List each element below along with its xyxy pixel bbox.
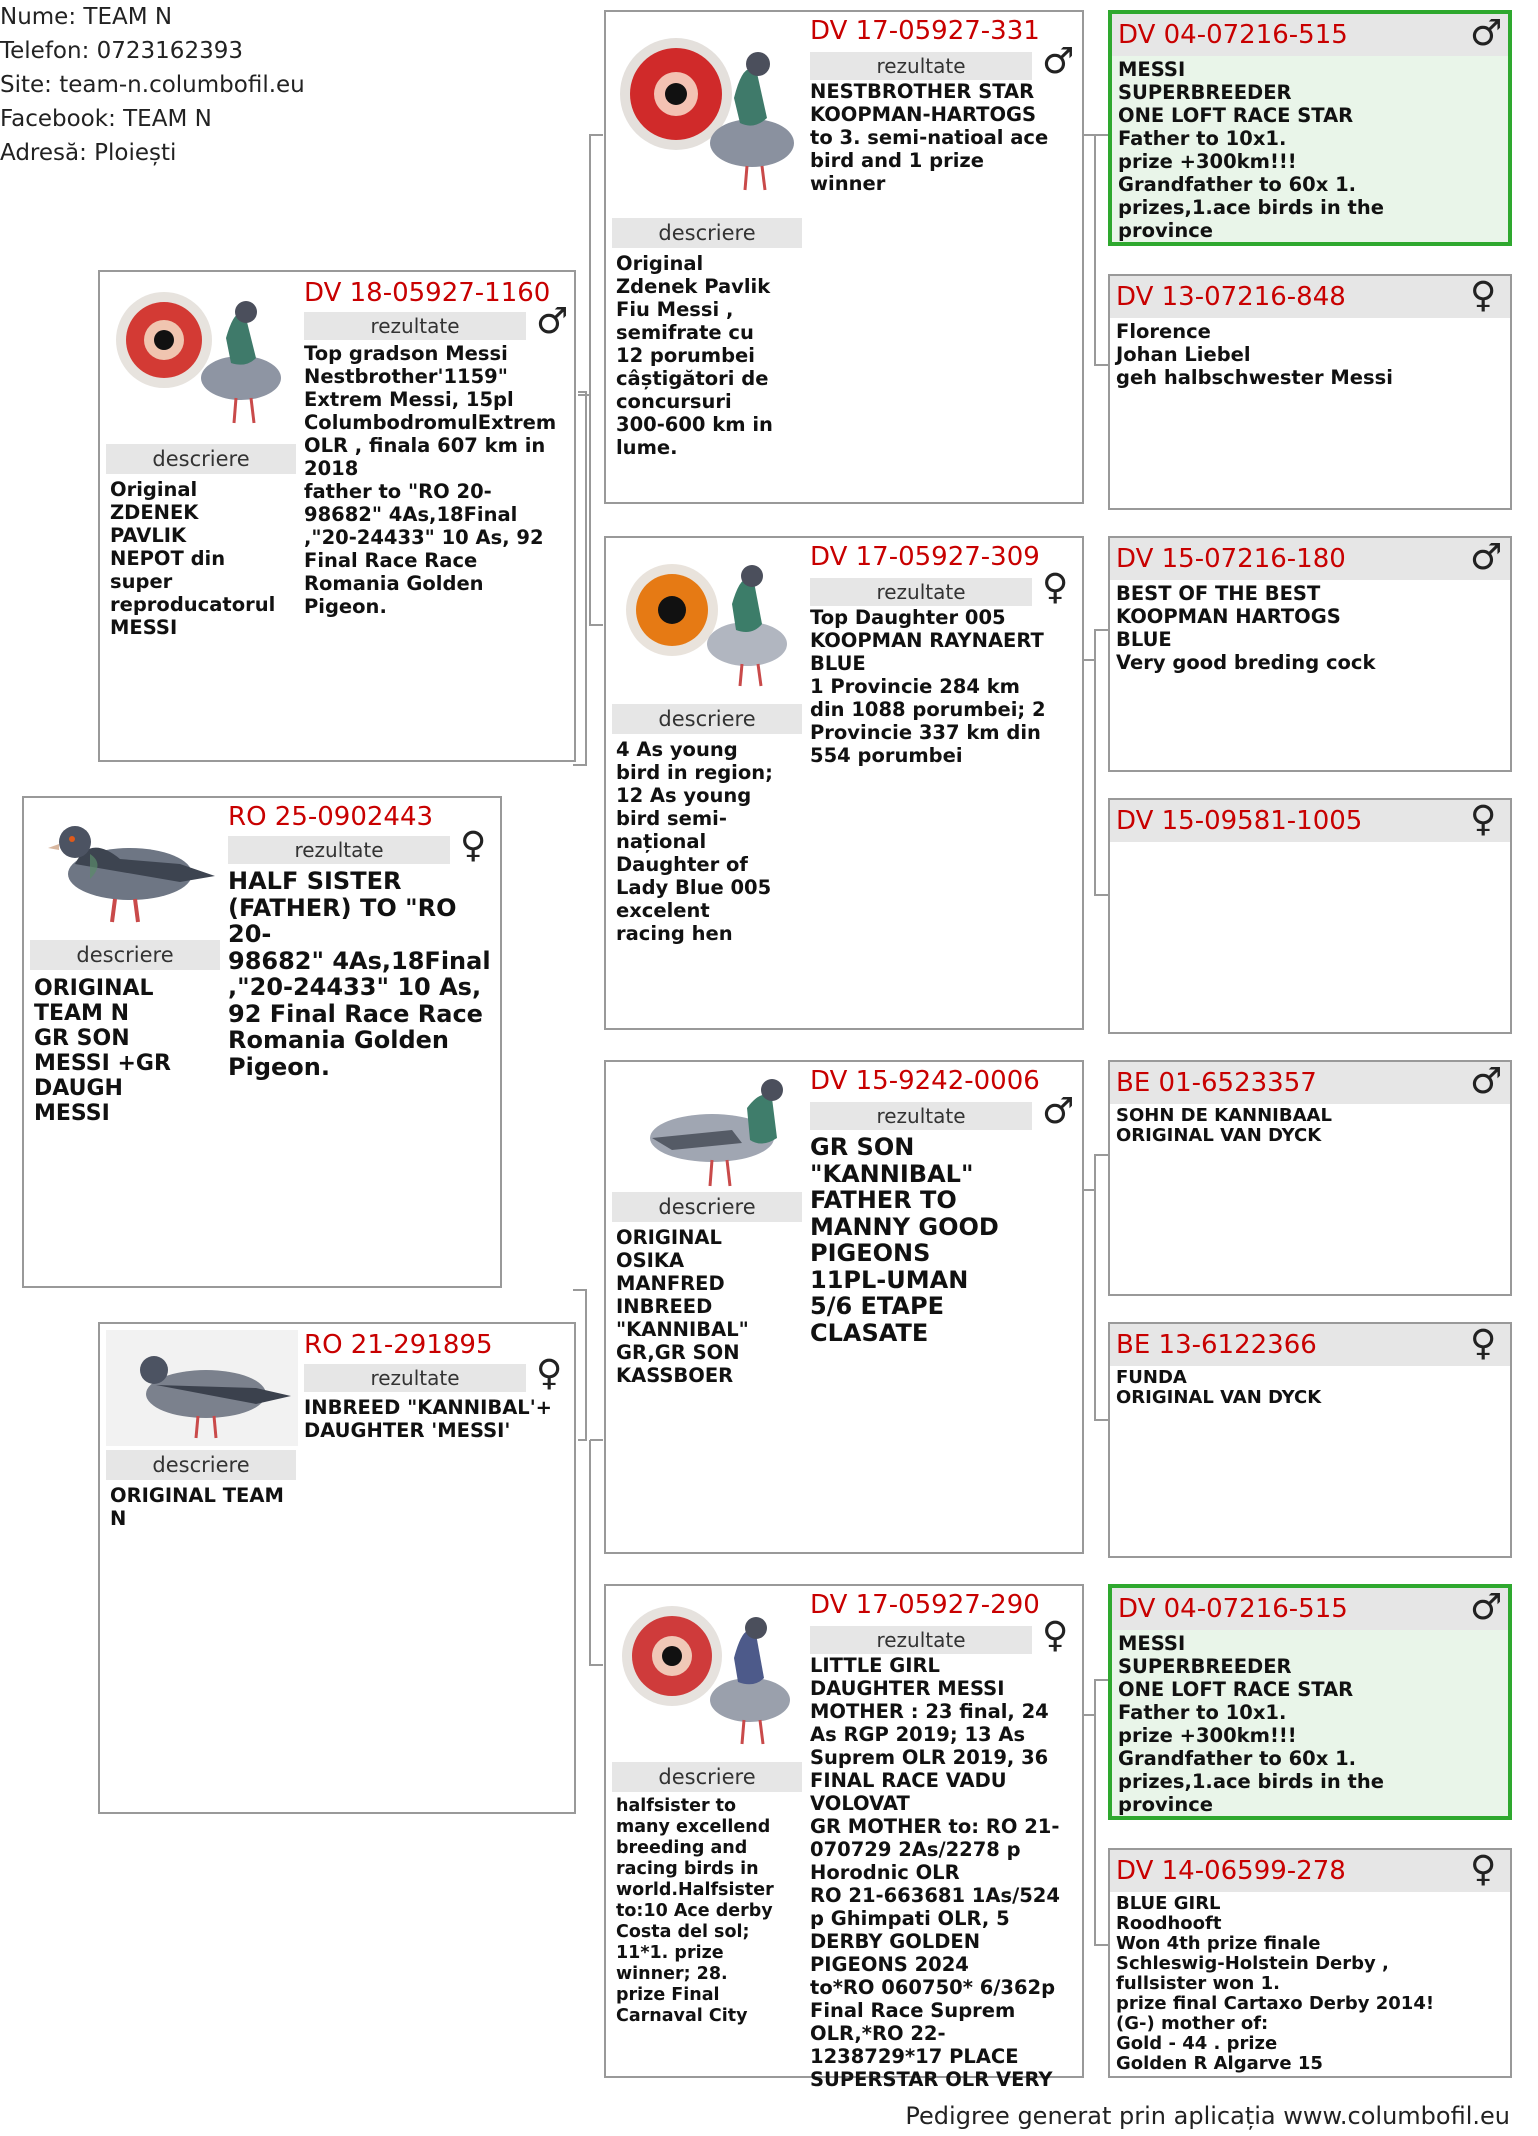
great-grandparent-info: BLUE GIRL Roodhooft Won 4th prize finale Schleswig-Holstein Derby , fullsister won 1. prize final Cartaxo Derby 2014! (G-) mother of: Gold - 44 . prize Golden R Algarve 15 — [1116, 1893, 1435, 2074]
great-grandparent-card[interactable] — [1108, 274, 1512, 510]
mother-card[interactable] — [98, 1322, 576, 1814]
female-icon: ♀ — [1042, 1615, 1069, 1656]
father-ring: DV 18-05927-1160 — [304, 278, 551, 308]
subject-desc-header: descriere — [30, 940, 220, 970]
great-grandparent-card[interactable] — [1108, 1060, 1512, 1296]
owner-facebook: Facebook: TEAM N — [0, 106, 212, 132]
subject-ring: RO 25-0902443 — [228, 802, 434, 832]
maternal-grandfather-results-bar[interactable]: rezultate — [810, 1102, 1032, 1130]
paternal-grandmother-description: 4 As young bird in region; 12 As young bird semi- național Daughter of Lady Blue 005 excelent racing hen — [616, 738, 773, 945]
mother-description: ORIGINAL TEAM N — [110, 1484, 284, 1530]
great-grandparent-ring: DV 15-07216-180 — [1116, 544, 1346, 574]
paternal-grandmother-ring: DV 17-05927-309 — [810, 542, 1040, 572]
maternal-grandfather-photo — [612, 1068, 804, 1196]
paternal-grandfather-desc-header: descriere — [612, 218, 802, 248]
maternal-grandmother-description: halfsister to many excellend breeding and racing birds in world.Halfsister to:10 Ace derby Costa del sol; 11*1. prize winner; 28. prize Final Carnaval City — [616, 1796, 774, 2026]
father-description: Original ZDENEK PAVLIK NEPOT din super reproducatorul MESSI — [110, 478, 276, 639]
female-icon: ♀ — [536, 1353, 563, 1394]
maternal-grandmother-photo — [612, 1592, 804, 1758]
paternal-grandmother-results-bar[interactable]: rezultate — [810, 578, 1032, 606]
great-grandparent-ring: DV 13-07216-848 — [1116, 282, 1346, 312]
male-icon: ♂ — [1042, 41, 1075, 82]
subject-results-bar[interactable]: rezultate — [228, 836, 450, 864]
male-icon: ♂ — [1470, 1587, 1503, 1628]
mother-results-bar[interactable]: rezultate — [304, 1364, 526, 1392]
paternal-grandfather-card[interactable] — [604, 10, 1084, 504]
pigeon-image-icon — [30, 804, 222, 936]
maternal-grandmother-results-bar[interactable]: rezultate — [810, 1626, 1032, 1654]
male-icon: ♂ — [1470, 537, 1503, 578]
pigeon-image-icon — [106, 1330, 298, 1446]
female-icon: ♀ — [1470, 275, 1497, 316]
mother-ring: RO 21-291895 — [304, 1330, 493, 1360]
female-icon: ♀ — [1470, 799, 1497, 840]
great-grandparent-ring: DV 14-06599-278 — [1116, 1856, 1346, 1886]
subject-photo — [30, 804, 222, 936]
maternal-grandfather-ring: DV 15-9242-0006 — [810, 1066, 1040, 1096]
great-grandparent-ring: DV 15-09581-1005 — [1116, 806, 1363, 836]
female-icon: ♀ — [1470, 1849, 1497, 1890]
pigeon-image-icon — [612, 1068, 804, 1196]
great-grandparent-ring: BE 01-6523357 — [1116, 1068, 1317, 1098]
maternal-grandfather-desc-header: descriere — [612, 1192, 802, 1222]
paternal-grandfather-results-bar[interactable]: rezultate — [810, 52, 1032, 80]
pigeon-eye-image-icon — [106, 278, 298, 440]
paternal-grandfather-photo — [612, 18, 804, 214]
subject-info: HALF SISTER (FATHER) TO "RO 20- 98682" 4As,18Final ,"20-24433" 10 As, 92 Final Race Race Romania Golden Pigeon. — [228, 867, 491, 1081]
great-grandparent-card[interactable] — [1108, 10, 1512, 246]
father-results-bar[interactable]: rezultate — [304, 312, 526, 340]
pigeon-eye-image-icon — [612, 544, 804, 696]
male-icon: ♂ — [1470, 1061, 1503, 1102]
subject-description: ORIGINAL TEAM N GR SON MESSI +GR DAUGH MESSI — [34, 976, 171, 1126]
female-icon: ♀ — [1042, 567, 1069, 608]
father-card[interactable] — [98, 270, 576, 762]
paternal-grandfather-description: Original Zdenek Pavlik Fiu Messi , semifrate cu 12 porumbei câștigători de concursuri 300-600 km in lume. — [616, 252, 773, 459]
great-grandparent-card[interactable] — [1108, 536, 1512, 772]
mother-info: INBREED "KANNIBAL'+ DAUGHTER 'MESSI' — [304, 1396, 553, 1442]
great-grandparent-ring: DV 04-07216-515 — [1118, 20, 1348, 50]
paternal-grandmother-desc-header: descriere — [612, 704, 802, 734]
paternal-grandmother-info: Top Daughter 005 KOOPMAN RAYNAERT BLUE 1 Provincie 284 km din 1088 porumbei; 2 Provincie 337 km din 554 porumbei — [810, 606, 1046, 767]
paternal-grandmother-card[interactable] — [604, 536, 1084, 1030]
father-desc-header: descriere — [106, 444, 296, 474]
owner-name: Nume: TEAM N — [0, 4, 173, 30]
great-grandparent-info: SOHN DE KANNIBAAL ORIGINAL VAN DYCK — [1116, 1105, 1332, 1146]
maternal-grandfather-card[interactable] — [604, 1060, 1084, 1554]
paternal-grandmother-photo — [612, 544, 804, 696]
mother-photo — [106, 1330, 298, 1446]
father-photo — [106, 278, 298, 440]
owner-phone: Telefon: 0723162393 — [0, 38, 243, 64]
great-grandparent-card[interactable] — [1108, 1584, 1512, 1820]
maternal-grandmother-desc-header: descriere — [612, 1762, 802, 1792]
great-grandparent-card[interactable] — [1108, 1848, 1512, 2078]
great-grandparent-ring: DV 04-07216-515 — [1118, 1594, 1348, 1624]
maternal-grandmother-ring: DV 17-05927-290 — [810, 1590, 1040, 1620]
great-grandparent-ring: BE 13-6122366 — [1116, 1330, 1317, 1360]
paternal-grandfather-info: NESTBROTHER STAR KOOPMAN-HARTOGS to 3. semi-natioal ace bird and 1 prize winner — [810, 80, 1049, 195]
great-grandparent-info: MESSI SUPERBREEDER ONE LOFT RACE STAR Father to 10x1. prize +300km!!! Grandfather to 60x 1. prizes,1.ace birds in the province — [1118, 1632, 1384, 1816]
owner-site[interactable]: Site: team-n.columbofil.eu — [0, 72, 305, 98]
great-grandparent-card[interactable] — [1108, 798, 1512, 1034]
pigeon-eye-image-icon — [612, 1592, 804, 1758]
great-grandparent-info: MESSI SUPERBREEDER ONE LOFT RACE STAR Father to 10x1. prize +300km!!! Grandfather to 60x 1. prizes,1.ace birds in the province — [1118, 58, 1384, 242]
mother-desc-header: descriere — [106, 1450, 296, 1480]
subject-card[interactable] — [22, 796, 502, 1288]
female-icon: ♀ — [460, 825, 487, 866]
owner-address: Adresă: Ploiești — [0, 140, 177, 166]
maternal-grandfather-description: ORIGINAL OSIKA MANFRED INBREED "KANNIBAL" GR,GR SON KASSBOER — [616, 1226, 749, 1387]
male-icon: ♂ — [1470, 13, 1503, 54]
paternal-grandfather-ring: DV 17-05927-331 — [810, 16, 1040, 46]
maternal-grandfather-info: GR SON "KANNIBAL" FATHER TO MANNY GOOD PIGEONS 11PL-UMAN 5/6 ETAPE CLASATE — [810, 1133, 999, 1347]
footer-credit: Pedigree generat prin aplicația www.columbofil.eu — [905, 2102, 1510, 2130]
male-icon: ♂ — [536, 301, 569, 342]
male-icon: ♂ — [1042, 1091, 1075, 1132]
great-grandparent-card[interactable] — [1108, 1322, 1512, 1558]
maternal-grandmother-info: LITTLE GIRL DAUGHTER MESSI MOTHER : 23 final, 24 As RGP 2019; 13 As Suprem OLR 2019, 36 FINAL RACE VADU VOLOVAT GR MOTHER to: RO 21- 070729 2As/2278 p Horodnic OLR RO 21-663681 1As/524 p Ghimpati OLR, 5 DERBY GOLDEN PIGEONS 2024 to*RO 060750* 6/362p Final Race Suprem OLR,*RO 22- 1238729*17 PLACE SUPERSTAR OLR VERY — [810, 1654, 1060, 2091]
maternal-grandmother-card[interactable] — [604, 1584, 1084, 2091]
great-grandparent-info — [1116, 844, 1506, 1030]
great-grandparent-info: FUNDA ORIGINAL VAN DYCK — [1116, 1367, 1322, 1408]
pigeon-eye-image-icon — [612, 18, 804, 214]
great-grandparent-info: Florence Johan Liebel geh halbschwester Messi — [1116, 320, 1393, 389]
great-grandparent-info: BEST OF THE BEST KOOPMAN HARTOGS BLUE Very good breding cock — [1116, 582, 1376, 674]
father-info: Top gradson Messi Nestbrother'1159" Extrem Messi, 15pl ColumbodromulExtrem OLR , finala 607 km in 2018 father to "RO 20- 98682" 4As,18Final ,"20-24433" 10 As, 92 Final Race Race Romania Golden Pigeon. — [304, 342, 557, 618]
female-icon: ♀ — [1470, 1323, 1497, 1364]
